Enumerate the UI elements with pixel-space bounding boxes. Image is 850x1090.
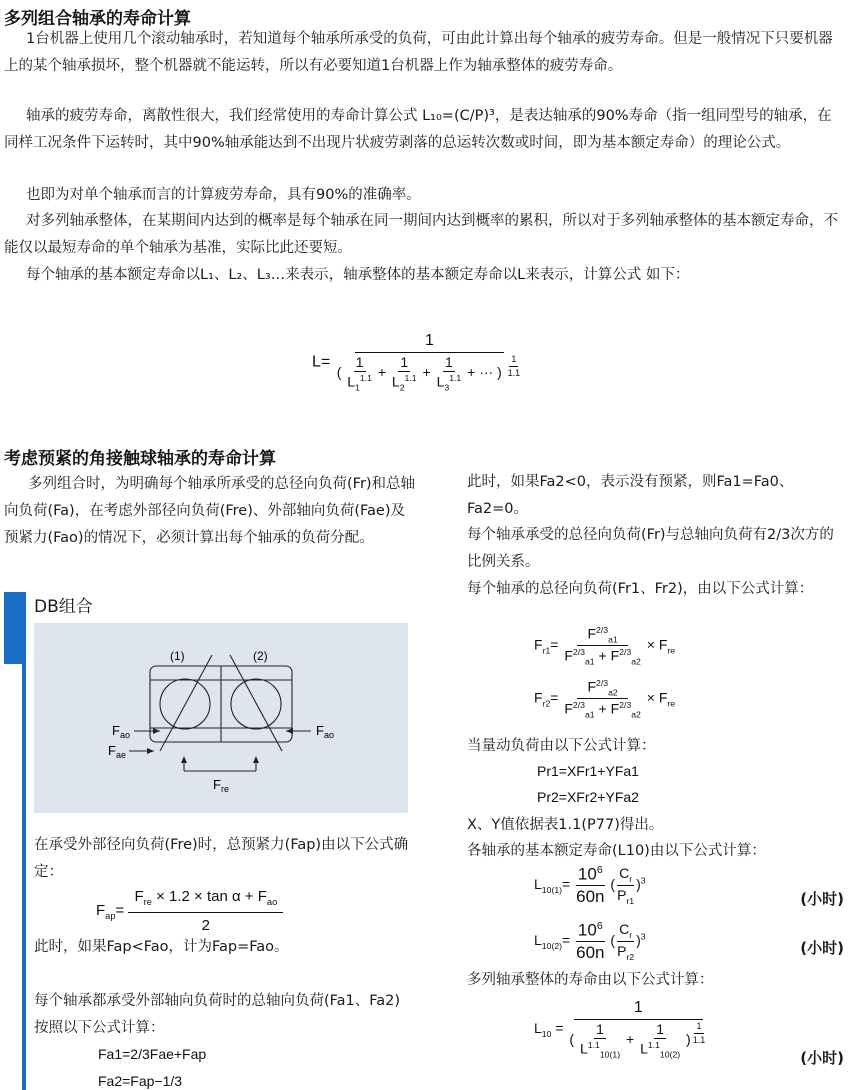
fr1-numerator: $F^{2/3}_{a1}$ (577, 625, 627, 646)
fr2-den-sub2: a2 (631, 709, 641, 720)
pr2-formula: Pr2=XFr2+YFa2 (537, 789, 639, 805)
fap-note: 此时，如果Fap<Fao，计为Fap=Fao。 (34, 939, 289, 955)
l10-1-frac (574, 864, 606, 907)
fa-description: 每个轴承都承受外部轴向负荷时的总轴向负荷(Fa1、Fa2)按照以下公式计算： (34, 993, 401, 1036)
fr2-lhs: F (534, 689, 543, 706)
fr1-den-exp2: 2/3 (619, 647, 632, 658)
contact-line-1 (160, 655, 212, 751)
total-term-2-num: 1 (654, 1021, 666, 1039)
fr1-lhs-sub: r1 (542, 645, 551, 656)
label-fae: $F_{ae}$ (108, 743, 126, 760)
total-term-2-sub: 10(2) (659, 1049, 681, 1060)
total-outer-exp-num: 1 (694, 1021, 703, 1033)
right-paragraph-2: 每个轴承承受的总径向负荷(Fr)与总轴向负荷有2/3次方的比例关系。 (467, 527, 834, 570)
right-paragraph-1: 此时，如果Fa2<0，表示没有预紧，则Fa1=Fa0、Fa2=0。 (467, 474, 794, 517)
fr1-den-sub2: a2 (631, 656, 641, 667)
db-accent-line (22, 664, 26, 1090)
pr1-formula: Pr1=XFr1+YFa1 (537, 763, 639, 779)
l10-2-p-sub: r2 (626, 951, 635, 962)
section1-paragraph-1: 1台机器上使用几个滚动轴承时，若知道每个轴承所承受的负荷，可由此计算出每个轴承的疲劳寿命。但是一般情况下只要机器上的某个轴承损坏，整个机器就不能运转，所以有必要知道1台机器上作为轴承整体的疲劳寿命。 (4, 31, 833, 74)
section2-title: 考虑预紧的角接触球轴承的寿命计算 (4, 449, 276, 469)
l10-2-ratio (615, 921, 636, 962)
fap-numerator (128, 888, 283, 913)
fr2-den-exp2: 2/3 (619, 700, 632, 711)
l10-1-num-exp: 6 (596, 864, 603, 876)
fr2-den-sub1: a1 (584, 709, 595, 720)
label-bearing-1: (1) (170, 649, 185, 663)
term-2-num: 1 (398, 354, 410, 372)
term-1-sub: 1 (355, 382, 360, 393)
plus-1: + (377, 364, 387, 381)
total-term-1-num: 1 (594, 1021, 606, 1039)
formula-rparen: ) (497, 364, 502, 381)
fap-denominator: 2 (201, 916, 211, 934)
total-outer-exp (691, 1021, 708, 1045)
total-l10-lhs: L (534, 1020, 542, 1037)
l10-2-c: C (619, 921, 630, 938)
term-1-num: 1 (354, 354, 366, 372)
term-2-l: L (391, 374, 400, 391)
fr1-times-sub: re (667, 645, 676, 656)
fap-num-rest: × 1.2 × tan α + F (156, 888, 267, 905)
formula-lparen: ( (336, 364, 342, 381)
term-3-l: L (436, 374, 445, 391)
section1-title: 多列组合轴承的寿命计算 (4, 9, 191, 29)
fr1-num-sub: a1 (608, 634, 618, 645)
l10-2-num: 10 (577, 920, 597, 940)
db-diagram-panel (34, 623, 408, 813)
db-title: DB组合 (34, 597, 93, 617)
right-paragraph-6: 各轴承的基本额定寿命(L10)由以下公式计算： (467, 843, 766, 859)
fap-lhs-sub: ap (105, 910, 116, 921)
section1-paragraph-5: 每个轴承的基本额定寿命以L₁、L₂、L₃…来表示，轴承整体的基本额定寿命以L来表示，计算公式 如下： (26, 267, 690, 283)
right-paragraph-3: 每个轴承的总径向负荷(Fr1、Fr2)，由以下公式计算： (467, 581, 814, 597)
section1-paragraph-4: 对多列轴承整体，在某期间内达到的概率是每个轴承在同一期间内达到概率的累积，所以对于多列轴承整体的基本额定寿命，不能仅以最短寿命的单个轴承为基准，实际比此还要短。 (4, 213, 838, 256)
total-l10-formula: $L_{10}$ = 1 ( $\frac{1}{L^{1.1}_{10(1)}}$ + $\frac{1}{L^{1.1}_{10(2)}}$ ) $\frac{1}{1.1}$ (534, 999, 709, 1060)
fr1-formula: $F_{r1}=$ $\frac{F^{2/3}_{a1}}{F^{2/3}_{a1} + F^{2/3}_{a2}}$ × $F_{re}$ (534, 625, 676, 667)
fr2-fraction (562, 678, 643, 720)
term-3-exp: 1.1 (449, 373, 462, 384)
l10-1-p: P (617, 886, 627, 903)
l10-2-c-sub: r (629, 929, 633, 940)
fr2-num-exp: 2/3 (596, 678, 609, 688)
outer-exp-den: 1.1 (507, 367, 521, 378)
total-l10-unit: (小时) (800, 1049, 844, 1067)
fap-num-sub2: ao (266, 897, 278, 907)
term-3-sub: 3 (444, 382, 450, 393)
total-l10-denominator: ( $\frac{1}{L^{1.1}_{10(1)}}$ + $\frac{1}{L^{1.1}_{10(2)}}$ ) $\frac{1}{1.1}$ (569, 1021, 706, 1060)
outer-exponent (506, 354, 523, 378)
l10-2-lhs-sub: 10(2) (541, 940, 563, 951)
formula-dots: + ··· (467, 364, 494, 381)
l10-1-formula: $L_{10(1)}=$ $\frac{10^6}{60n}$ ( $\frac{C_r}{P_{r1}}$ )$^3$ (534, 864, 646, 907)
right-paragraph-5: X、Y值依据表1.1(P77)得出。 (467, 817, 664, 833)
l10-2-lhs: L (534, 932, 542, 949)
total-term-2: $\frac{1}{L^{1.1}_{10(2)}}$ (640, 1021, 681, 1060)
fap-description: 在承受外部径向负荷(Fre)时，总预紧力(Fap)由以下公式确定： (34, 837, 409, 880)
formula-lhs: L= (312, 353, 331, 371)
fap-num-f: F (134, 888, 144, 905)
section1-paragraph-2: 轴承的疲劳寿命，离散性很大，我们经常使用的寿命计算公式 L₁₀=(C/P)³，是表达轴承的90%寿命（指一组同型号的轴承，在同样工况条件下运转时，其中90%轴承能达到不出现片状疲劳剥落的总运转次数或时间，即为基本额定寿命）的理论公式。 (4, 108, 832, 151)
label-fre: $F_{re}$ (213, 777, 229, 794)
contact-line-2 (230, 655, 282, 751)
fa2-formula: Fa2=Fap−1/3 (98, 1073, 183, 1089)
formula-fraction (335, 332, 524, 393)
outer-exp-num: 1 (509, 354, 518, 366)
l10-2-den: 60n (576, 943, 605, 963)
fa1-formula: Fa1=2/3Fae+Fap (98, 1046, 207, 1062)
fr1-lhs: F (534, 636, 543, 653)
label-fao-left: $F_{ao}$ (112, 723, 130, 740)
fr1-den-exp1: 2/3 (572, 647, 585, 658)
fr1-den-sub1: a1 (584, 656, 595, 667)
fr1-denominator: $F^{2/3}_{a1} + F^{2/3}_{a2}$ (564, 647, 641, 667)
l10-2-unit: (小时) (800, 939, 844, 957)
fr1-num-exp: 2/3 (596, 625, 609, 635)
l10-1-c: C (619, 865, 630, 882)
term-3 (435, 354, 464, 393)
fap-fraction (128, 888, 283, 934)
section1-paragraph-3: 也即为对单个轴承而言的计算疲劳寿命，具有90%的准确率。 (26, 187, 421, 203)
bearing-diagram (34, 623, 408, 813)
db-accent-bar (4, 592, 26, 664)
total-l10-fraction (567, 999, 709, 1060)
total-life-formula (312, 332, 524, 393)
total-term-1-exp: 1.1 (587, 1040, 600, 1051)
total-term-2-exp: 1.1 (647, 1040, 660, 1051)
fr2-times: × F (646, 689, 668, 706)
l10-1-den: 60n (576, 887, 605, 907)
l10-2-frac (574, 920, 606, 963)
total-outer-exp-den: 1.1 (692, 1034, 706, 1045)
total-l10-numerator: 1 (574, 999, 703, 1020)
fr2-formula: $F_{r2}=$ $\frac{F^{2/3}_{a2}}{F^{2/3}_{a1} + F^{2/3}_{a2}}$ × $F_{re}$ (534, 678, 676, 720)
section2-intro: 多列组合时，为明确每个轴承所承受的总径向负荷(Fr)和总轴向负荷(Fa)，在考虑外部径向负荷(Fre)、外部轴向负荷(Fae)及预紧力(Fao)的情况下，必须计算出每个轴承的负荷分配。 (4, 476, 416, 546)
label-bearing-2: (2) (253, 649, 268, 663)
fr2-den-exp1: 2/3 (572, 700, 585, 711)
term-3-num: 1 (443, 354, 455, 372)
l10-1-lhs: L (534, 876, 542, 893)
formula-numerator: 1 (355, 332, 504, 353)
fap-formula: $F_{ap}=$ $\frac{F_{re} \times 1.2 \times \tan \alpha + F_{ao}}{2}$ (96, 888, 283, 934)
l10-2-p: P (617, 942, 627, 959)
fr1-fraction (562, 625, 643, 667)
fr2-num-sub: a2 (608, 687, 618, 698)
l10-1-c-sub: r (629, 873, 633, 884)
label-fao-right: $F_{ao}$ (316, 723, 334, 740)
fap-num-sub: re (143, 897, 152, 907)
fr2-lhs-sub: r2 (542, 698, 551, 709)
total-term-1: $\frac{1}{L^{1.1}_{10(1)}}$ (579, 1021, 621, 1060)
fr2-times-sub: re (667, 698, 676, 709)
fr2-denominator: $F^{2/3}_{a1} + F^{2/3}_{a2}$ (564, 700, 641, 720)
right-paragraph-7: 多列轴承整体的寿命由以下公式计算： (467, 972, 714, 988)
total-l10-lhs-sub: 10 (541, 1028, 552, 1039)
l10-1-unit: (小时) (800, 890, 844, 908)
term-2 (390, 354, 419, 393)
fap-lhs: F (96, 901, 106, 919)
term-1-exp: 1.1 (359, 373, 372, 384)
l10-1-exp: 3 (640, 875, 646, 886)
right-paragraph-4: 当量动负荷由以下公式计算： (467, 738, 656, 754)
l10-1-num: 10 (577, 864, 597, 884)
l10-2-formula: $L_{10(2)}=$ $\frac{10^6}{60n}$ ( $\frac{C_r}{P_{r2}}$ )$^3$ (534, 920, 646, 963)
term-2-sub: 2 (399, 382, 405, 393)
l10-1-lhs-sub: 10(1) (541, 884, 563, 895)
l10-1-ratio (615, 865, 636, 906)
term-1-l: L (347, 374, 356, 391)
formula-denominator (335, 353, 524, 393)
l10-2-num-exp: 6 (596, 920, 603, 932)
fr1-times: × F (646, 636, 668, 653)
term-1 (345, 354, 374, 393)
l10-1-p-sub: r1 (626, 895, 635, 906)
term-2-exp: 1.1 (404, 373, 417, 384)
fr2-numerator: $F^{2/3}_{a2}$ (577, 678, 627, 699)
l10-2-exp: 3 (640, 931, 646, 942)
total-term-1-sub: 10(1) (599, 1049, 621, 1060)
plus-2: + (422, 364, 431, 381)
